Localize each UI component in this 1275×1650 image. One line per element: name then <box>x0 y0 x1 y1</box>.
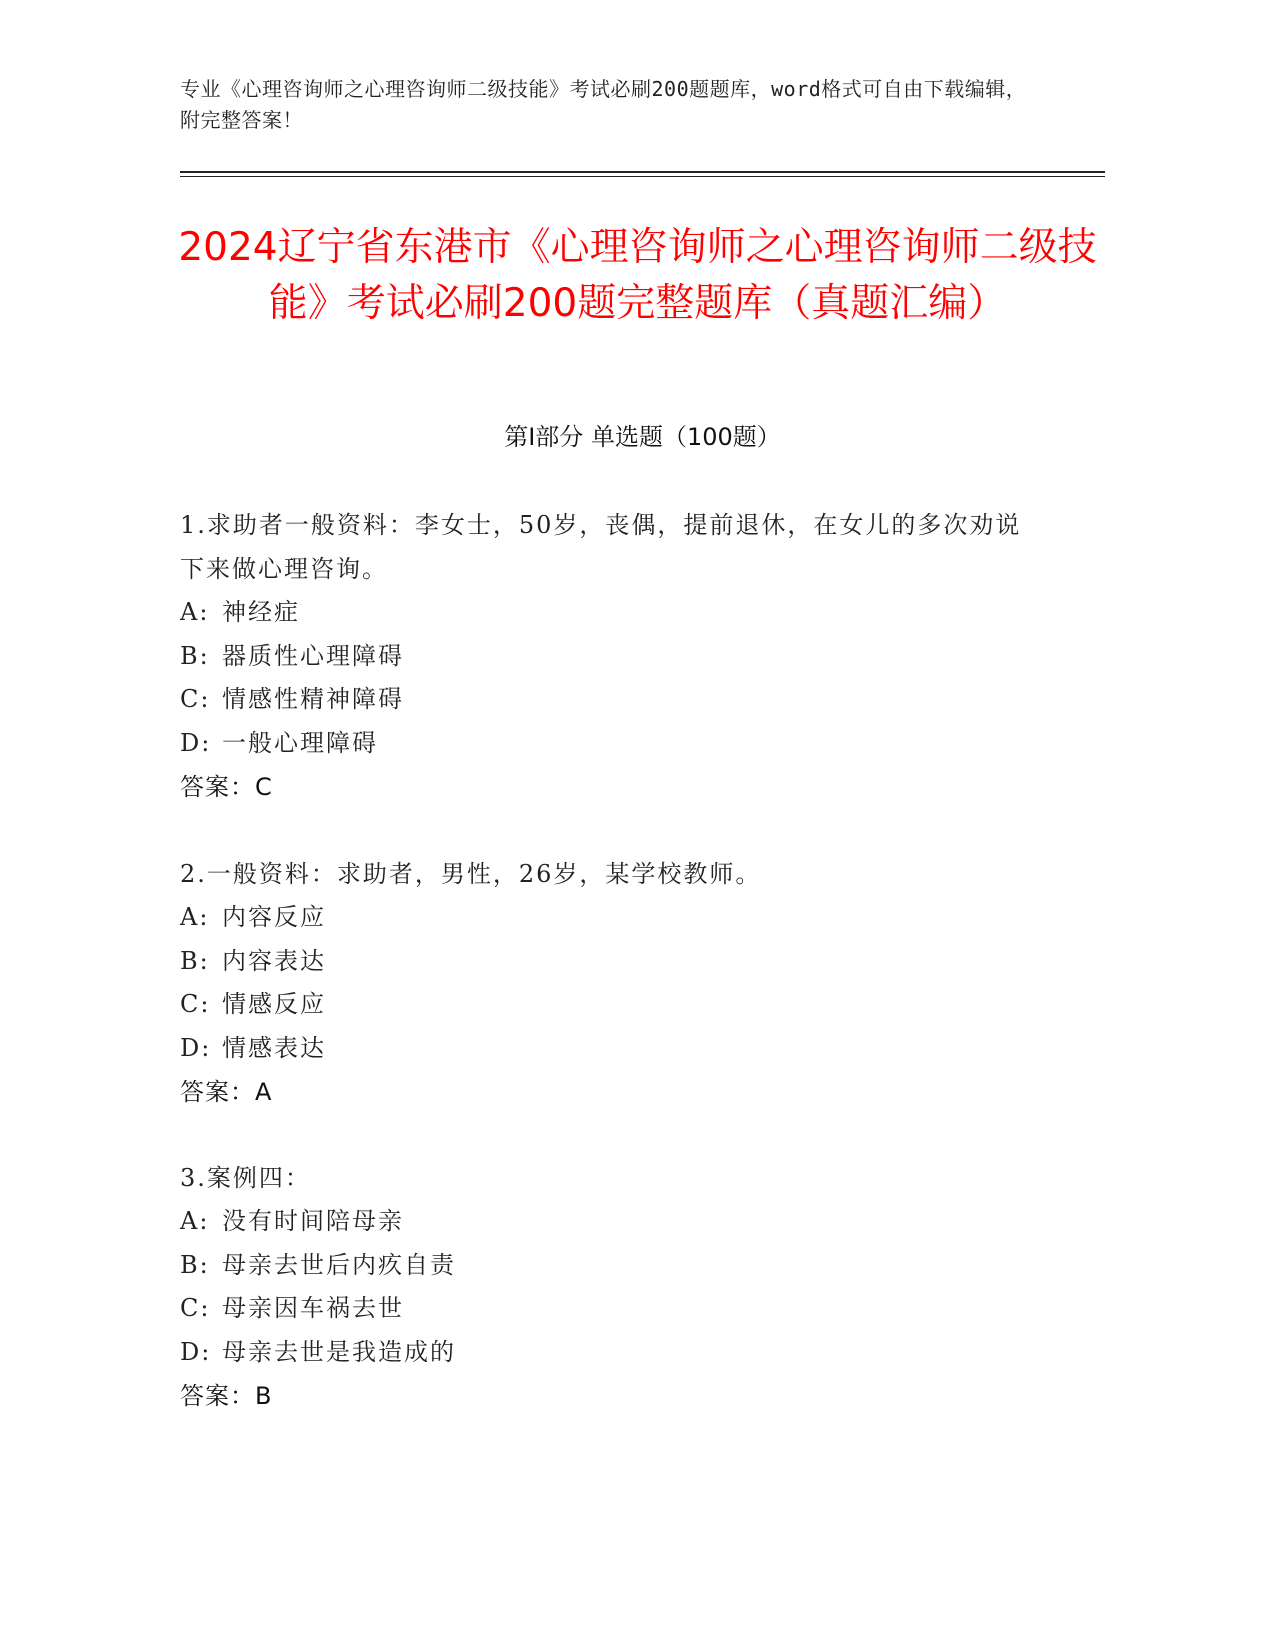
option-text: 内容表达 <box>222 946 326 975</box>
header-divider-thick <box>180 171 1105 173</box>
option-b <box>180 1244 1040 1288</box>
option-c <box>180 678 1040 722</box>
header-note: 专业《心理咨询师之心理咨询师二级技能》考试必刷200题题库，word格式可自由下载编辑，附完整答案！ <box>180 77 1027 132</box>
option-d <box>180 1027 1040 1071</box>
answer-line: 答案：B <box>180 1382 273 1410</box>
option-letter: D: <box>180 1033 212 1062</box>
option-text: 一般心理障碍 <box>222 728 378 757</box>
question-stem: 1.求助者一般资料：李女士，50岁，丧偶，提前退休，在女儿的多次劝说下来做心理咨询。 <box>180 511 1022 583</box>
option-text: 情感性精神障碍 <box>222 685 404 713</box>
option-c <box>180 1287 1040 1331</box>
option-text: 母亲因车祸去世 <box>222 1294 404 1322</box>
option-a <box>180 1200 1040 1244</box>
option-text: 母亲去世是我造成的 <box>222 1337 456 1366</box>
option-text: 情感表达 <box>222 1033 326 1062</box>
option-d <box>180 722 1040 766</box>
option-letter: B: <box>180 946 210 975</box>
option-a <box>180 896 1040 940</box>
answer-line: 答案：A <box>180 1078 273 1106</box>
option-letter: A: <box>180 1207 210 1235</box>
option-b <box>180 635 1040 679</box>
option-letter: C: <box>180 1294 211 1322</box>
option-b <box>180 940 1040 984</box>
option-text: 神经症 <box>222 598 300 626</box>
option-d <box>180 1331 1040 1375</box>
option-text: 器质性心理障碍 <box>222 641 404 670</box>
option-letter: A: <box>180 598 210 626</box>
question-3 <box>180 1156 1040 1418</box>
option-letter: D: <box>180 1337 212 1366</box>
option-text: 内容反应 <box>222 903 326 931</box>
option-letter: C: <box>180 990 211 1018</box>
option-letter: B: <box>180 1250 210 1279</box>
answer-line: 答案：C <box>180 773 273 801</box>
option-a <box>180 591 1040 635</box>
option-c <box>180 983 1040 1027</box>
option-letter: B: <box>180 641 210 670</box>
question-stem: 3.案例四： <box>180 1164 311 1192</box>
section-heading: 第I部分 单选题（100题） <box>504 423 781 451</box>
option-text: 情感反应 <box>222 990 326 1018</box>
header-divider-thin <box>180 176 1105 177</box>
document-title: 2024辽宁省东港市《心理咨询师之心理咨询师二级技能》考试必刷200题完整题库（真题汇编） <box>178 225 1097 326</box>
question-2 <box>180 852 1040 1114</box>
question-1 <box>180 503 1040 809</box>
option-text: 母亲去世后内疚自责 <box>222 1250 456 1279</box>
option-letter: C: <box>180 685 211 713</box>
option-letter: D: <box>180 728 212 757</box>
option-letter: A: <box>180 903 210 931</box>
question-stem: 2.一般资料：求助者，男性，26岁，某学校教师。 <box>180 860 762 888</box>
option-text: 没有时间陪母亲 <box>222 1207 404 1235</box>
